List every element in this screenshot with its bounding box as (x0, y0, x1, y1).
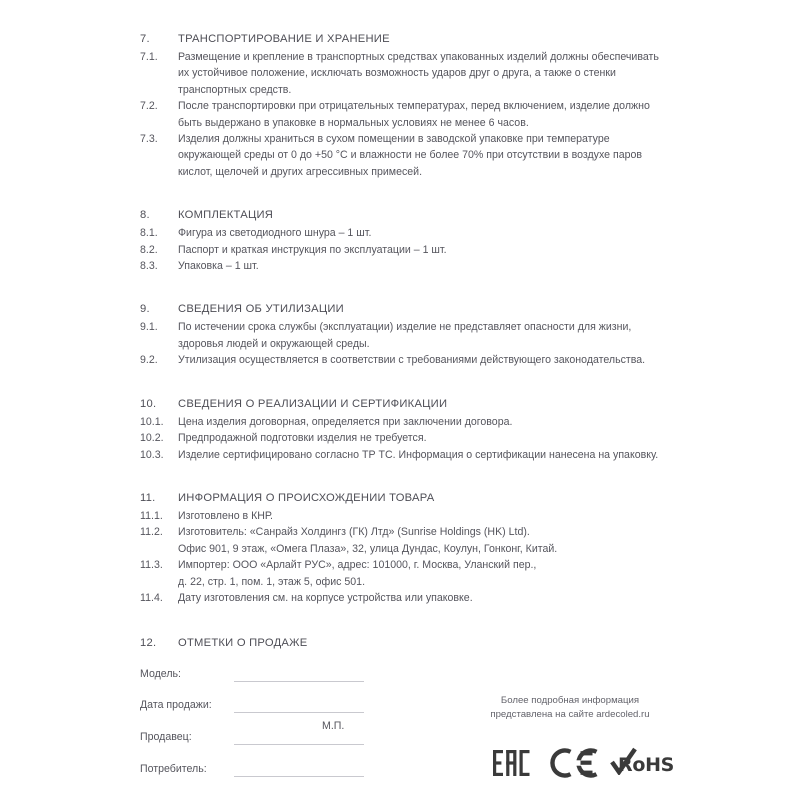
clause-8-3-text (178, 258, 670, 274)
section-11-heading (140, 489, 670, 507)
clause-line: Дату изготовления см. на корпусе устройства или упаковке. (178, 591, 473, 604)
clause-7-1-number: 7.1. (140, 51, 158, 63)
clause-line: Паспорт и краткая инструкция по эксплуатации – 1 шт. (178, 243, 447, 256)
clause-11-2-number: 11.2. (140, 526, 163, 539)
clause-8-3 (140, 258, 670, 274)
field-seller-label: Продавец: (140, 731, 192, 743)
clause-11-3 (140, 557, 670, 590)
clause-8-3-number: 8.3. (140, 260, 158, 273)
clause-9-2 (140, 352, 670, 368)
clause-line: быть выдержано в упаковке в нормальных условиях не менее 6 часов. (178, 116, 529, 129)
more-info-note-line: Более подробная информация (500, 695, 640, 706)
field-consumer-label: Потребитель: (140, 763, 207, 775)
clause-7-3-text (178, 131, 670, 180)
clause-line: Утилизация осуществляется в соответствии с требованиями действующего законодательства. (178, 354, 646, 367)
section-spacer (140, 463, 670, 489)
clause-line: Размещение и крепление в транспортных средствах упакованных изделий должны обеспечивать (178, 51, 659, 63)
clause-10-1-number: 10.1. (140, 415, 164, 428)
clause-line: Офис 901, 9 этаж, «Омега Плаза», 32, улица Дундас, Коулун, Гонконг, Китай. (178, 542, 558, 555)
clause-line: Изготовлено в КНР. (178, 509, 273, 522)
clause-7-1-text (178, 49, 670, 98)
clause-10-3 (140, 447, 670, 463)
field-seller[interactable] (140, 731, 540, 749)
clause-8-2-text (178, 242, 670, 258)
section-8-heading (140, 206, 670, 224)
stamp-place-label: М.П. (322, 720, 345, 732)
clause-line: здоровья людей и окружающей среды. (178, 337, 370, 350)
clause-line: Фигура из светодиодного шнура – 1 шт. (178, 227, 372, 240)
clause-line: кислот, щелочей и других агрессивных примесей. (178, 165, 423, 178)
clause-7-1 (140, 49, 670, 98)
clause-8-2 (140, 242, 670, 258)
clause-line: После транспортировки при отрицательных температурах, перед включением, изделие должно (178, 100, 650, 113)
field-sale-date-rule[interactable] (234, 712, 364, 713)
clause-10-2-text (178, 430, 670, 446)
section-9-heading (140, 300, 670, 318)
section-12-heading (140, 637, 307, 649)
field-model-rule[interactable] (234, 681, 364, 682)
document-body (140, 30, 670, 606)
field-consumer[interactable] (140, 763, 540, 781)
clause-line: д. 22, стр. 1, пом. 1, этаж 5, офис 501. (178, 575, 366, 588)
field-model-label: Модель: (140, 668, 181, 680)
clause-line: Предпродажной подготовки изделия не требуется. (178, 432, 427, 445)
section-11-number: 11. (140, 491, 156, 504)
section-spacer (140, 274, 670, 300)
field-seller-rule[interactable] (234, 744, 364, 745)
rohs-checkmark-icon (609, 747, 637, 780)
clause-11-4-text (178, 590, 670, 606)
clause-10-2-number: 10.2. (140, 432, 164, 445)
clause-line: их устойчивое положение, исключать возможность ударов друг о друга, а также о стенки (178, 67, 616, 80)
section-7-heading (140, 30, 670, 48)
clause-9-1-number: 9.1. (140, 321, 158, 334)
clause-11-3-number: 11.3. (140, 559, 163, 572)
clause-10-3-number: 10.3. (140, 448, 164, 461)
clause-11-4 (140, 590, 670, 606)
clause-11-3-text (178, 557, 670, 590)
section-10-heading (140, 395, 670, 413)
clause-9-1 (140, 319, 670, 352)
section-10-title: СВЕДЕНИЯ О РЕАЛИЗАЦИИ И СЕРТИФИКАЦИИ (178, 397, 448, 410)
section-12-title: ОТМЕТКИ О ПРОДАЖЕ (178, 637, 308, 649)
field-consumer-rule[interactable] (234, 776, 364, 777)
section-9 (140, 300, 670, 368)
section-10 (140, 395, 670, 463)
clause-line: окружающей среды от 0 до +50 °С и влажности не более 70% при отсутствии в воздухе паров (178, 149, 643, 162)
section-9-number: 9. (140, 303, 150, 316)
clause-10-1 (140, 414, 670, 430)
section-10-number: 10. (140, 397, 157, 410)
clause-11-1-text (178, 508, 670, 524)
clause-9-1-text (178, 319, 670, 352)
clause-11-2 (140, 524, 670, 557)
more-info-note (470, 694, 670, 722)
section-11-title: ИНФОРМАЦИЯ О ПРОИСХОЖДЕНИИ ТОВАРА (178, 491, 435, 504)
clause-10-1-text (178, 414, 670, 430)
clause-10-3-text (178, 447, 670, 463)
section-spacer (140, 369, 670, 395)
clause-9-2-number: 9.2. (140, 354, 158, 367)
clause-line: Упаковка – 1 шт. (178, 260, 259, 273)
clause-7-2-text (178, 98, 670, 131)
section-8-number: 8. (140, 209, 150, 222)
clause-line: Изготовитель: «Санрайз Холдингз (ГК) Лтд» (Sunrise Holdings (HK) Ltd). (178, 526, 530, 539)
clause-8-1-text (178, 225, 670, 241)
section-11 (140, 489, 670, 606)
section-spacer (140, 180, 670, 206)
field-model[interactable] (140, 668, 540, 686)
certification-marks (492, 748, 674, 783)
clause-8-2-number: 8.2. (140, 243, 158, 256)
clause-line: По истечении срока службы (эксплуатации) изделие не представляет опасности для жизни, (178, 321, 632, 334)
field-sale-date-label: Дата продажи: (140, 699, 212, 711)
clause-10-2 (140, 430, 670, 446)
clause-11-4-number: 11.4. (140, 591, 163, 604)
clause-7-2 (140, 98, 670, 131)
more-info-note-line: представлена на сайте ardecoled.ru (490, 709, 650, 720)
rohs-mark-icon (618, 756, 674, 775)
clause-8-1-number: 8.1. (140, 227, 158, 240)
clause-line: Изделия должны храниться в сухом помещении в заводской упаковке при температуре (178, 133, 610, 146)
section-7 (140, 30, 670, 180)
section-7-number: 7. (140, 33, 150, 45)
section-8-title: КОМПЛЕКТАЦИЯ (178, 209, 274, 222)
rohs-mark-label: RoHS (618, 754, 675, 776)
section-7-title: ТРАНСПОРТИРОВАНИЕ И ХРАНЕНИЕ (178, 33, 390, 45)
clause-8-1 (140, 225, 670, 241)
clause-line: Изделие сертифицировано согласно ТР ТС. Информация о сертификации нанесена на упаковку. (178, 448, 659, 461)
clause-9-2-text (178, 352, 670, 368)
clause-line: транспортных средств. (178, 83, 292, 96)
ce-mark-icon (550, 748, 600, 783)
section-8 (140, 206, 670, 274)
clause-line: Импортер: ООО «Арлайт РУС», адрес: 101000, г. Москва, Уланский пер., (178, 559, 537, 572)
eac-mark-icon (492, 748, 532, 783)
clause-7-3 (140, 131, 670, 180)
clause-11-1-number: 11.1. (140, 509, 163, 522)
clause-11-1 (140, 508, 670, 524)
clause-7-2-number: 7.2. (140, 100, 158, 113)
clause-line: Цена изделия договорная, определяется при заключении договора. (178, 415, 513, 428)
section-12-number: 12. (140, 637, 157, 649)
section-9-title: СВЕДЕНИЯ ОБ УТИЛИЗАЦИИ (178, 303, 344, 316)
clause-11-2-text (178, 524, 670, 557)
clause-7-3-number: 7.3. (140, 133, 158, 146)
